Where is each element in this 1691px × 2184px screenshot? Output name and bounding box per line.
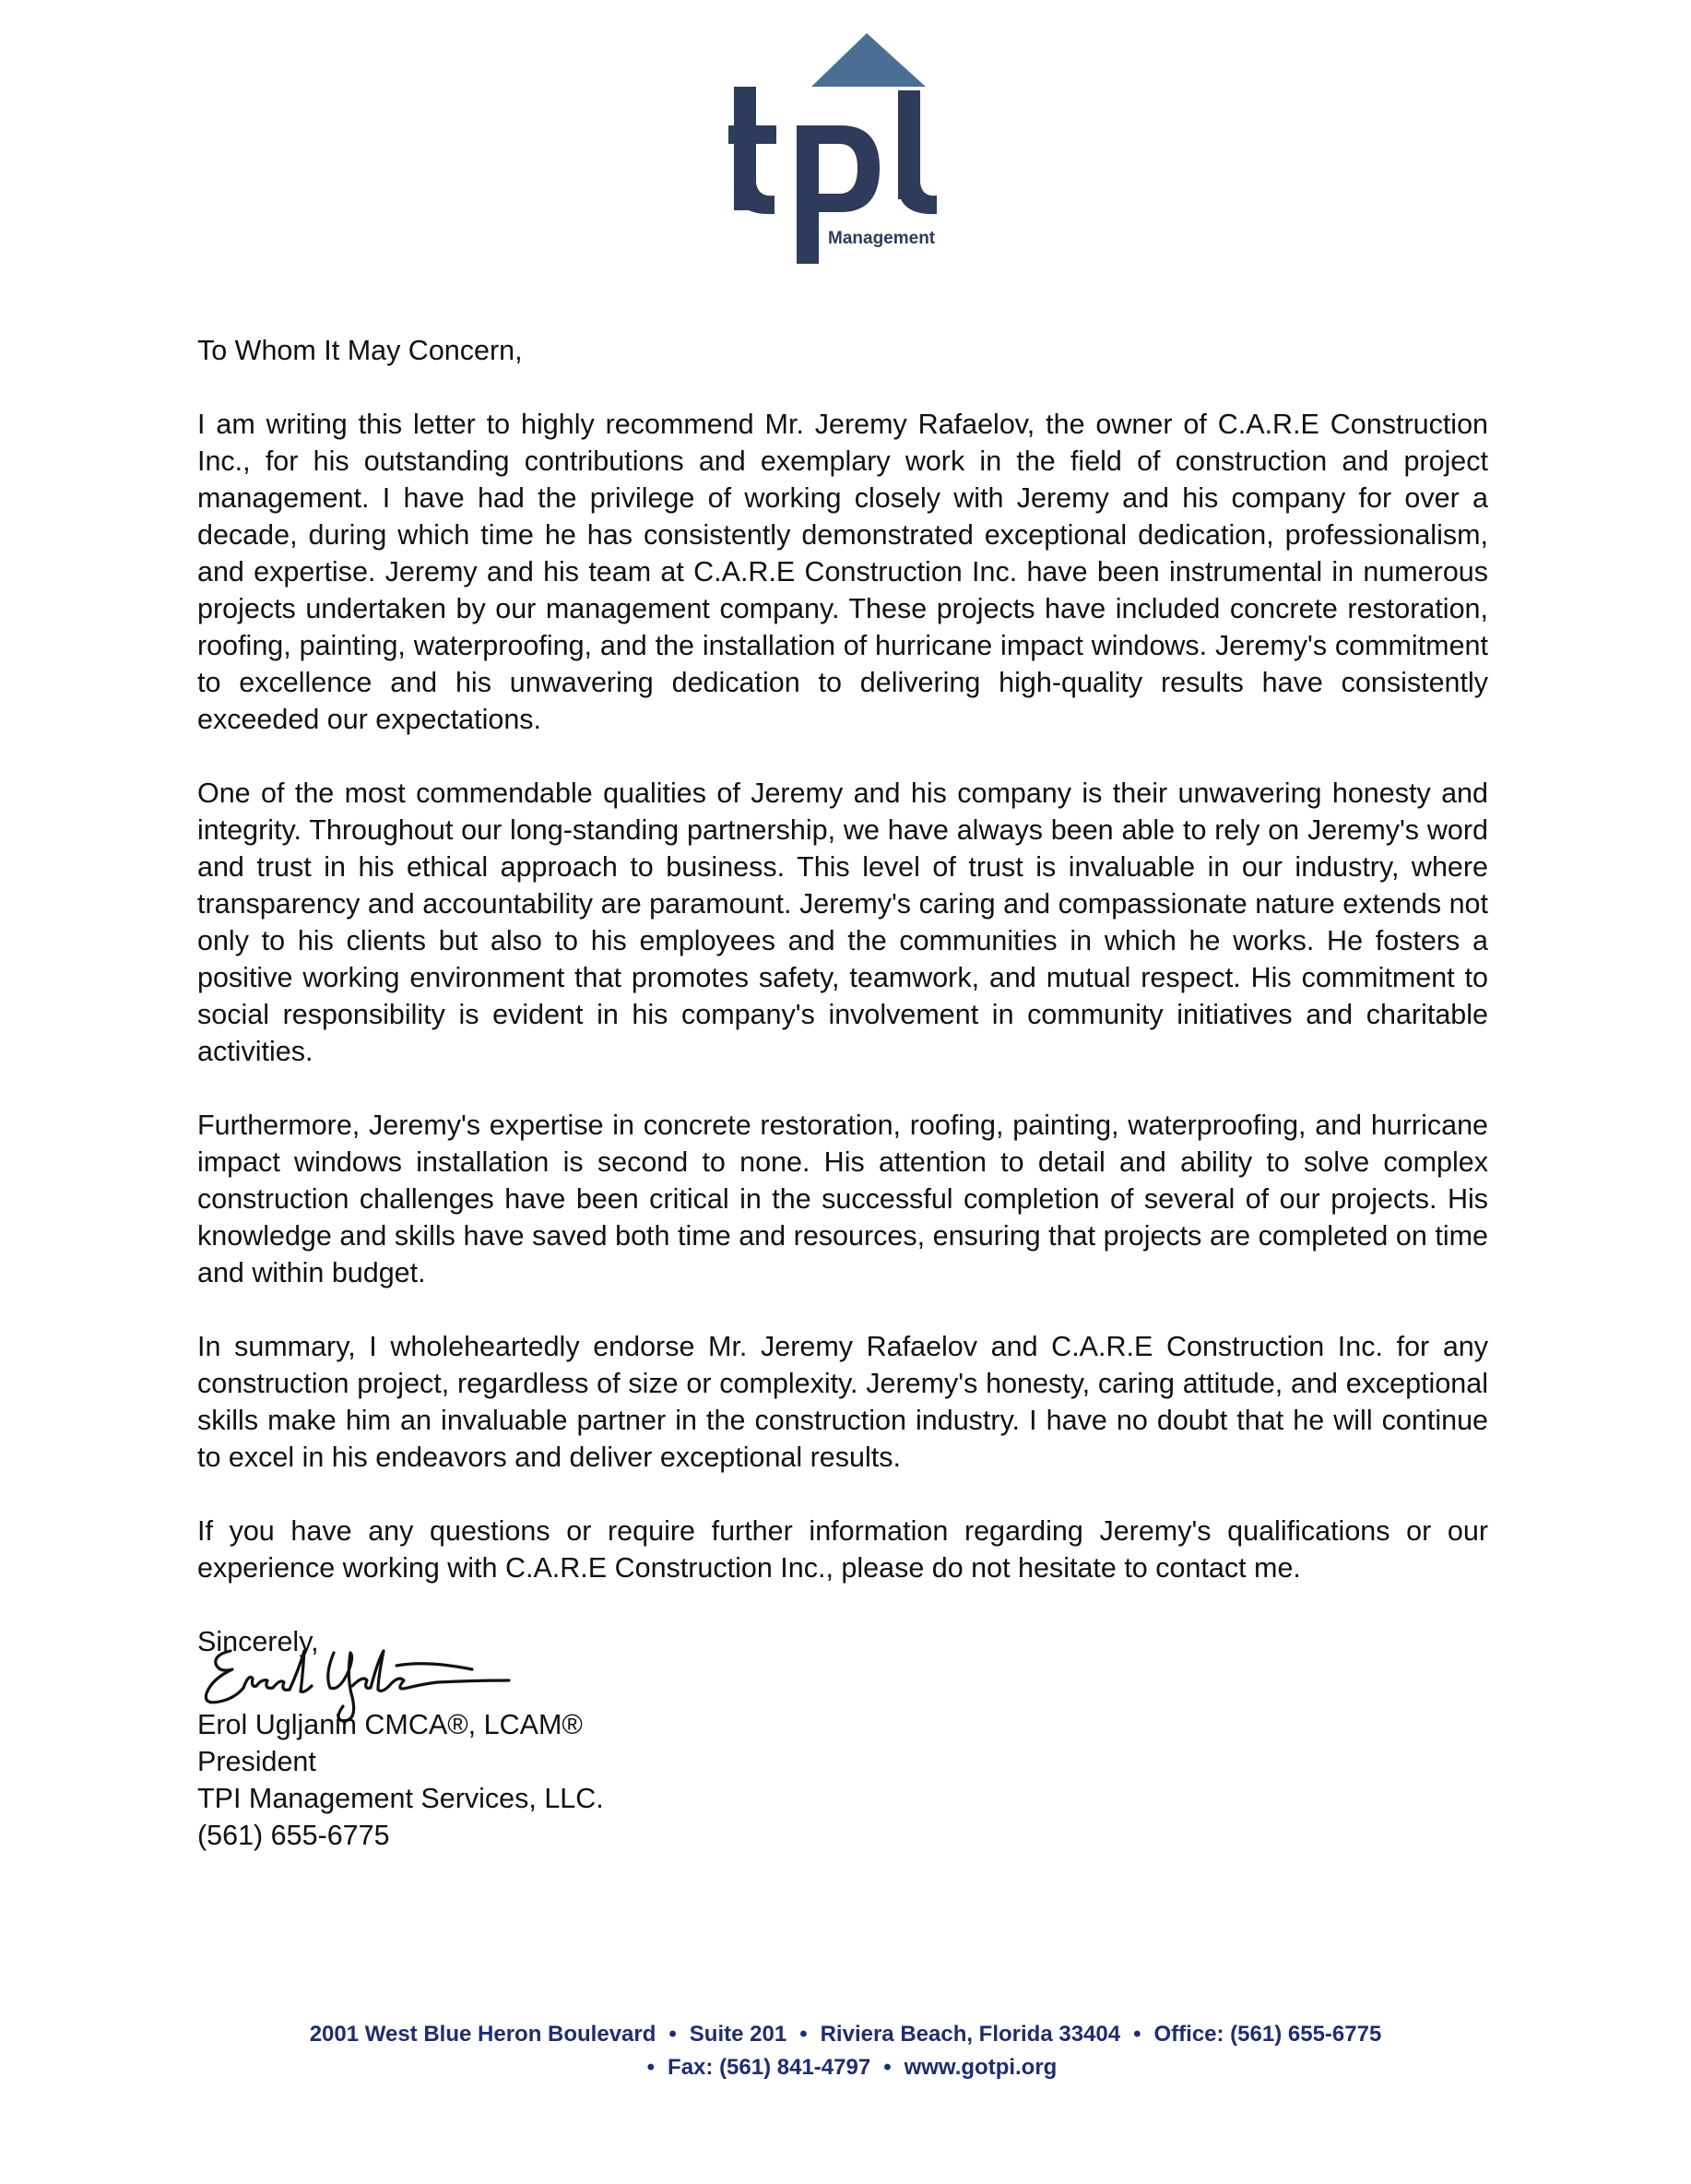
logo-letter-t-bar <box>728 125 776 144</box>
footer-office-phone: Office: (561) 655-6775 <box>1153 2022 1382 2047</box>
footer-bullet: • <box>668 2022 677 2047</box>
footer-bullet: • <box>799 2022 808 2047</box>
footer-suite: Suite 201 <box>689 2022 787 2047</box>
logo-subtitle: Management <box>828 229 936 248</box>
footer-bullet: • <box>1133 2022 1141 2047</box>
logo-roof-shape <box>811 33 926 87</box>
footer-line-2 <box>0 2051 1691 2084</box>
logo-letter-i-stem <box>898 90 920 199</box>
footer-bullet: • <box>646 2055 656 2080</box>
paragraph-3: Furthermore, Jeremy's expertise in concrete restoration, roofing, painting, waterproofing, and hurricane impact windows installation is second to none. His attention to detail and ability to solve complex construction challenges have been critical in the successful completion of several of our projects. His knowledge and skills have saved both time and resources, ensuring that projects are completed on time and within budget. <box>197 1110 1488 1288</box>
footer-website[interactable]: www.gotpi.org <box>904 2055 1058 2080</box>
signer-title: President <box>197 1746 316 1777</box>
paragraph-5: If you have any questions or require further information regarding Jeremy's qualifications or our experience working with C.A.R.E Construction Inc., please do not hesitate to contact me. <box>197 1515 1488 1584</box>
paragraph-1: I am writing this letter to highly recommend Mr. Jeremy Rafaelov, the owner of C.A.R.E Construction Inc., for his outstanding contributions and exemplary work in the field of construction and project management. I have had the privilege of working closely with Jeremy and his company for over a decade, during which time he has consistently demonstrated exceptional dedication, professionalism, and expertise. Jeremy and his team at C.A.R.E Construction Inc. have been instrumental in numerous projects undertaken by our management company. These projects have included concrete restoration, roofing, painting, waterproofing, and the installation of hurricane impact windows. Jeremy's commitment to excellence and his unwavering dedication to delivering high-quality results have consistently exceeded our expectations. <box>197 409 1488 735</box>
paragraph-2: One of the most commendable qualities of Jeremy and his company is their unwavering honesty and integrity. Throughout our long-standing partnership, we have always been able to rely on Jeremy's word and trust in his ethical approach to business. This level of trust is invaluable in our industry, where transparency and accountability are paramount. Jeremy's caring and compassionate nature extends not only to his clients but also to his employees and the communities in which he works. He fosters a positive working environment that promotes safety, teamwork, and mutual respect. His commitment to social responsibility is evident in his company's involvement in community initiatives and charitable activities. <box>197 777 1488 1067</box>
footer-city: Riviera Beach, Florida 33404 <box>820 2022 1121 2047</box>
footer-address: 2001 West Blue Heron Boulevard <box>309 2022 656 2047</box>
paragraph-4: In summary, I wholeheartedly endorse Mr. Jeremy Rafaelov and C.A.R.E Construction Inc. for any construction project, regardless of size or complexity. Jeremy's honesty, caring attitude, and exceptional skills make him an invaluable partner in the construction industry. I have no doubt that he will continue to excel in his endeavors and deliver exceptional results. <box>197 1331 1488 1473</box>
signer-phone: (561) 655-6775 <box>197 1820 390 1851</box>
footer-fax: Fax: (561) 841-4797 <box>668 2055 871 2080</box>
signer-name: Erol Ugljanin CMCA®, LCAM® <box>197 1709 583 1740</box>
signer-company: TPI Management Services, LLC. <box>197 1783 604 1814</box>
letter-body <box>197 332 1488 1660</box>
footer-line-1 <box>0 2018 1691 2051</box>
signature-block <box>197 1706 604 1854</box>
footer-bullet: • <box>883 2055 892 2080</box>
tpi-management-logo <box>728 33 959 264</box>
closing: Sincerely, <box>197 1626 319 1657</box>
salutation: To Whom It May Concern, <box>197 335 523 366</box>
